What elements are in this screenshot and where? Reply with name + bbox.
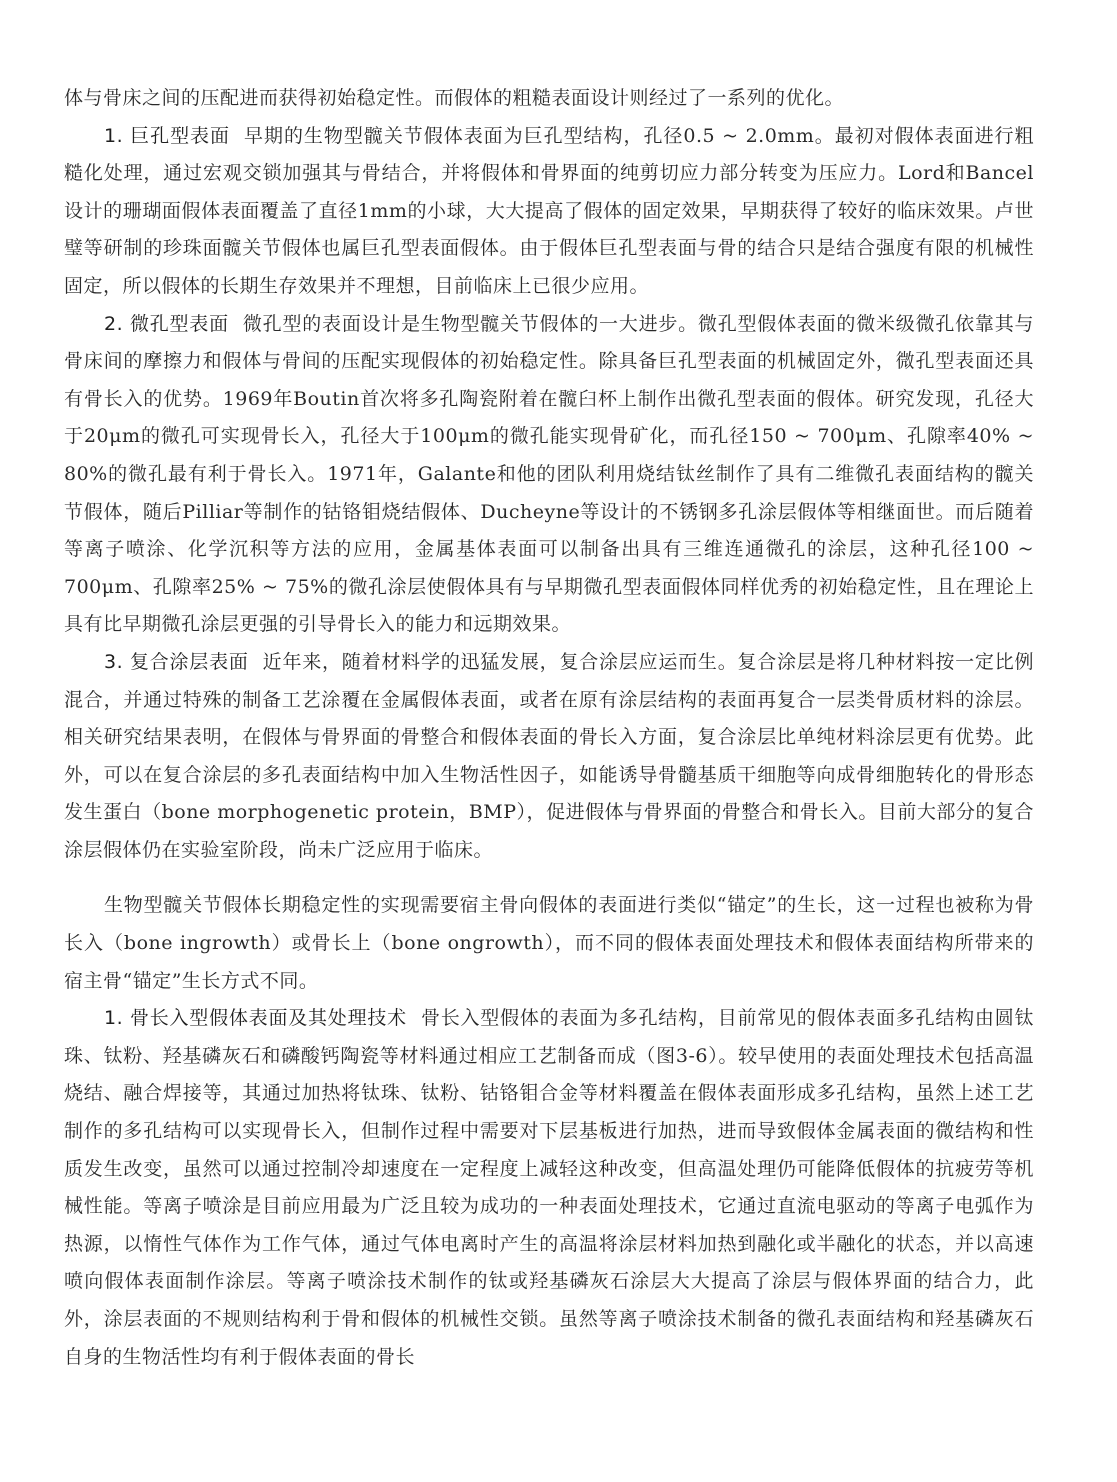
paragraph-text: 生物型髋关节假体长期稳定性的实现需要宿主骨向假体的表面进行类似“锚定”的生长，这一过程也被称为骨长入（bone ingrowth）或骨长上（bone ongrowth），而不同的假体表面处理技术和假体表面结构所带来的宿主骨“锚定”生长方式不同。 [64,894,1034,992]
paragraph-text: 骨长入型假体的表面为多孔结构，目前常见的假体表面多孔结构由圆钛珠、钛粉、羟基磷灰石和磷酸钙陶瓷等材料通过相应工艺制备而成（图3-6）。较早使用的表面处理技术包括高温烧结、融合焊接等，其通过加热将钛珠、钛粉、钴铬钼合金等材料覆盖在假体表面形成多孔结构，虽然上述工艺制作的多孔结构可以实现骨长入，但制作过程中需要对下层基板进行加热，进而导致假体金属表面的微结构和性质发生改变，虽然可以通过控制冷却速度在一定程度上减轻这种改变，但高温处理仍可能降低假体的抗疲劳等机械性能。等离子喷涂是目前应用最为广泛且较为成功的一种表面处理技术，它通过直流电驱动的等离子电弧作为热源，以惰性气体作为工作气体，通过气体电离时产生的高温将涂层材料加热到融化或半融化的状态，并以高速喷向假体表面制作涂层。等离子喷涂技术制作的钛或羟基磷灰石涂层大大提高了涂层与假体界面的结合力，此外，涂层表面的不规则结构利于骨和假体的机械性交锁。虽然等离子喷涂技术制备的微孔表面结构和羟基磷灰石自身的生物活性均有利于假体表面的骨长 [64,1007,1034,1368]
paragraph-continuation [64,80,1034,118]
paragraph-long-term-stability [64,887,1034,1000]
paragraph-text: 体与骨床之间的压配进而获得初始稳定性。而假体的粗糙表面设计则经过了一系列的优化。 [64,87,845,109]
paragraph-text: 近年来，随着材料学的迅猛发展，复合涂层应运而生。复合涂层是将几种材料按一定比例混合，并通过特殊的制备工艺涂覆在金属假体表面，或者在原有涂层结构的表面再复合一层类骨质材料的涂层。相关研究结果表明，在假体与骨界面的骨整合和假体表面的骨长入方面，复合涂层比单纯材料涂层更有优势。此外，可以在复合涂层的多孔表面结构中加入生物活性因子，如能诱导骨髓基质干细胞等向成骨细胞转化的骨形态发生蛋白（bone morphogenetic protein，BMP），促进假体与骨界面的骨整合和骨长入。目前大部分的复合涂层假体仍在实验室阶段，尚未广泛应用于临床。 [64,650,1034,861]
subsection-term: 3. 复合涂层表面 [104,650,249,673]
paragraph-bone-ingrowth-surface [64,1000,1034,1376]
paragraph-composite-coating [64,644,1034,870]
subsection-term: 2. 微孔型表面 [104,312,229,335]
paragraph-macroporous-surface [64,118,1034,306]
paragraph-microporous-surface [64,306,1034,644]
subsection-term: 1. 巨孔型表面 [104,124,231,147]
paragraph-text: 微孔型的表面设计是生物型髋关节假体的一大进步。微孔型假体表面的微米级微孔依靠其与骨床间的摩擦力和假体与骨间的压配实现假体的初始稳定性。除具备巨孔型表面的机械固定外，微孔型表面还具有骨长入的优势。1969年Boutin首次将多孔陶瓷附着在髋臼杯上制作出微孔型表面的假体。研究发现，孔径大于20μm的微孔可实现骨长入，孔径大于100μm的微孔能实现骨矿化，而孔径150 ~ 700μm、孔隙率40% ~ 80%的微孔最有利于骨长入。1971年，Galante和他的团队利用烧结钛丝制作了具有二维微孔表面结构的髋关节假体，随后Pilliar等制作的钴铬钼烧结假体、Ducheyne等设计的不锈钢多孔涂层假体等相继面世。而后随着等离子喷涂、化学沉积等方法的应用，金属基体表面可以制备出具有三维连通微孔的涂层，这种孔径100 ~ 700μm、孔隙率25% ~ 75%的微孔涂层使假体具有与早期微孔型表面假体同样优秀的初始稳定性，且在理论上具有比早期微孔涂层更强的引导骨长入的能力和远期效果。 [64,312,1034,636]
subsection-term: 1. 骨长入型假体表面及其处理技术 [104,1007,407,1030]
paragraph-text: 早期的生物型髋关节假体表面为巨孔型结构，孔径0.5 ~ 2.0mm。最初对假体表面进行粗糙化处理，通过宏观交锁加强其与骨结合，并将假体和骨界面的纯剪切应力部分转变为压应力。Lord和Bancel设计的珊瑚面假体表面覆盖了直径1mm的小球，大大提高了假体的固定效果，早期获得了较好的临床效果。卢世璧等研制的珍珠面髋关节假体也属巨孔型表面假体。由于假体巨孔型表面与骨的结合只是结合强度有限的机械性固定，所以假体的长期生存效果并不理想，目前临床上已很少应用。 [64,124,1035,297]
document-page [64,80,1034,1376]
